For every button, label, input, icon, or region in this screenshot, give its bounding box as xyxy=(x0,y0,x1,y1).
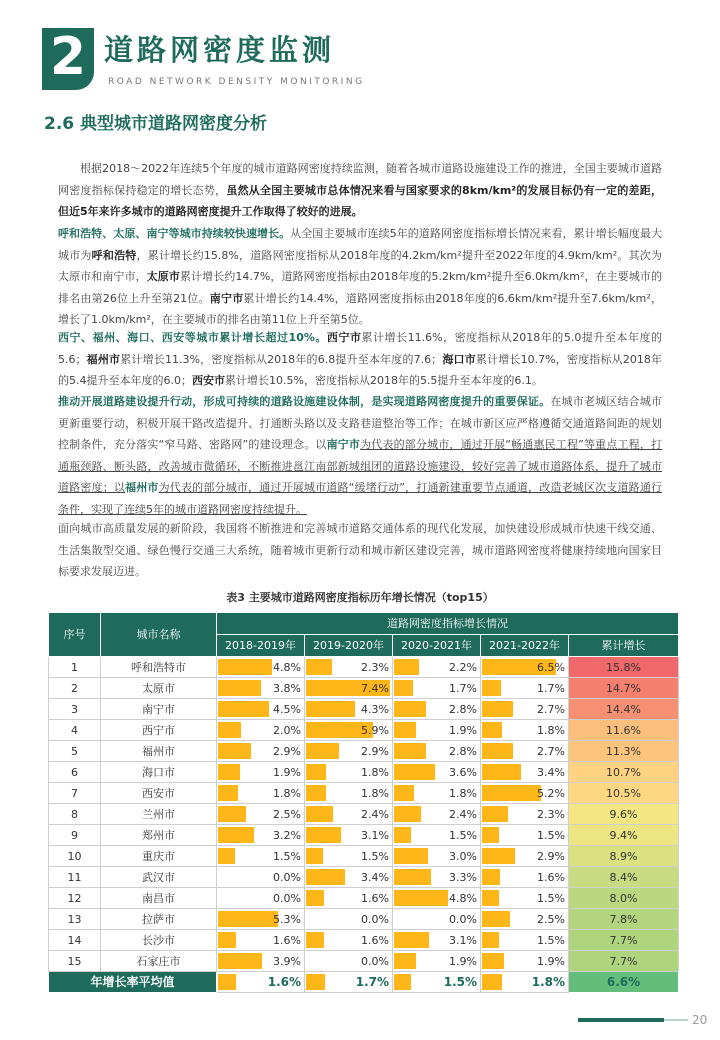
value-cell xyxy=(393,657,481,678)
data-bar xyxy=(218,722,241,738)
value-text: 1.8% xyxy=(273,786,301,800)
value-text: 3.4% xyxy=(537,765,565,779)
header-seq: 序号 xyxy=(49,613,101,657)
chapter-title: 道路网密度监测 xyxy=(104,33,336,67)
value-cell xyxy=(393,783,481,804)
value-cell xyxy=(481,930,569,951)
value-cell xyxy=(305,909,393,930)
value-cell xyxy=(481,972,569,993)
cumulative-cell: 9.4% xyxy=(569,825,679,846)
value-text: 1.7% xyxy=(537,681,565,695)
value-cell xyxy=(393,867,481,888)
seq-cell: 13 xyxy=(49,909,101,930)
paragraph-1: 根据2018～2022年连续5个年度的城市道路网密度持续监测，随着各城市道路设施建设工作的推进，全国主要城市道路网密度指标保持稳定的增长态势，虽然从全国主要城市总体情况来看与国家要求的8km/km²的发展目标仍有一定的差距，但近5年来许多城市的道路网密度提升工作取得了较好的进展。 xyxy=(58,162,663,218)
value-text: 2.7% xyxy=(537,702,565,716)
cumulative-cell: 10.5% xyxy=(569,783,679,804)
value-text: 1.7% xyxy=(449,681,477,695)
section-title: 2.6 典型城市道路网密度分析 xyxy=(44,114,268,134)
value-cell xyxy=(217,825,305,846)
value-text: 1.9% xyxy=(273,765,301,779)
cumulative-cell: 15.8% xyxy=(569,657,679,678)
value-text: 6.5% xyxy=(537,660,565,674)
header-group: 道路网密度指标增长情况 xyxy=(217,613,679,635)
table-row xyxy=(49,699,679,720)
value-cell xyxy=(217,867,305,888)
value-text: 3.9% xyxy=(273,954,301,968)
header-city: 城市名称 xyxy=(101,613,217,657)
data-bar xyxy=(218,764,240,780)
value-cell xyxy=(481,825,569,846)
data-bar xyxy=(394,743,426,759)
data-bar xyxy=(394,890,448,906)
data-bar xyxy=(482,869,500,885)
value-text: 2.5% xyxy=(273,807,301,821)
value-cell xyxy=(305,825,393,846)
value-text: 2.9% xyxy=(273,744,301,758)
data-bar xyxy=(394,659,419,675)
value-cell xyxy=(305,783,393,804)
value-text: 1.6% xyxy=(537,870,565,884)
seq-cell: 3 xyxy=(49,699,101,720)
value-text: 0.0% xyxy=(449,912,477,926)
chapter-number: 2 xyxy=(49,27,87,87)
data-bar xyxy=(394,953,416,969)
data-bar xyxy=(482,743,513,759)
city-cell: 郑州市 xyxy=(101,825,217,846)
data-bar xyxy=(394,764,435,780)
value-text: 1.6% xyxy=(361,891,389,905)
value-text: 2.7% xyxy=(537,744,565,758)
value-cell xyxy=(393,951,481,972)
city-cell: 重庆市 xyxy=(101,846,217,867)
value-text: 3.0% xyxy=(449,849,477,863)
value-cell xyxy=(217,846,305,867)
value-cell xyxy=(481,909,569,930)
value-text: 2.8% xyxy=(449,702,477,716)
value-cell xyxy=(305,678,393,699)
value-cell xyxy=(393,762,481,783)
value-text: 3.3% xyxy=(449,870,477,884)
footer-rule-light xyxy=(664,1019,688,1021)
table-row xyxy=(49,657,679,678)
value-text: 2.9% xyxy=(361,744,389,758)
data-bar xyxy=(482,974,502,990)
cumulative-cell: 14.7% xyxy=(569,678,679,699)
header-cumulative: 累计增长 xyxy=(569,635,679,657)
city-cell: 福州市 xyxy=(101,741,217,762)
value-cell xyxy=(217,783,305,804)
data-bar xyxy=(394,680,413,696)
data-bar xyxy=(218,806,246,822)
value-cell xyxy=(481,699,569,720)
value-text: 1.8% xyxy=(531,975,565,989)
value-cell xyxy=(305,762,393,783)
value-cell xyxy=(217,678,305,699)
value-cell xyxy=(481,951,569,972)
data-bar xyxy=(394,848,428,864)
table-row xyxy=(49,720,679,741)
value-text: 0.0% xyxy=(361,954,389,968)
city-cell: 西安市 xyxy=(101,783,217,804)
value-text: 1.6% xyxy=(361,933,389,947)
cumulative-cell: 8.9% xyxy=(569,846,679,867)
data-bar xyxy=(218,974,236,990)
city-cell: 拉萨市 xyxy=(101,909,217,930)
header-year-1: 2018-2019年 xyxy=(217,635,305,657)
value-text: 3.8% xyxy=(273,681,301,695)
value-cell xyxy=(481,867,569,888)
value-cell xyxy=(481,657,569,678)
data-bar xyxy=(482,932,499,948)
value-text: 1.5% xyxy=(537,828,565,842)
data-bar xyxy=(306,869,345,885)
data-bar xyxy=(218,659,272,675)
data-bar xyxy=(306,932,324,948)
value-cell xyxy=(305,951,393,972)
paragraph-2: 呼和浩特、太原、南宁等城市持续较快速增长。从全国主要城市连续5年的道路网密度指标增长情况来看，累计增长幅度最大城市为呼和浩特，累计增长约15.8%，道路网密度指标从2018年度的4.2km/km²提升至2022年度的4.9km/km²。其次为太原市和南宁市，太原市累计增长约14.7%，道路网密度指标由2018年度的5.2km/km²提升至6.0km/km²，在主要城市的排名由第26位上升至第21位。南宁市累计增长约14.4%，道路网密度指标由2018年度的6.6km/km²提升至7.6km/km²，增长了1.0km/km²，在主要城市的排名由第11位上升至第5位。 xyxy=(58,227,663,326)
value-text: 3.4% xyxy=(361,870,389,884)
table-row xyxy=(49,909,679,930)
value-cell xyxy=(217,972,305,993)
growth-table xyxy=(48,612,679,993)
page-number: 20 xyxy=(692,1013,708,1027)
value-cell xyxy=(305,804,393,825)
value-cell xyxy=(217,930,305,951)
data-bar xyxy=(218,932,236,948)
data-bar xyxy=(306,743,339,759)
value-text: 2.0% xyxy=(273,723,301,737)
cumulative-cell: 8.0% xyxy=(569,888,679,909)
seq-cell: 4 xyxy=(49,720,101,741)
value-text: 4.3% xyxy=(361,702,389,716)
data-bar xyxy=(394,806,421,822)
data-bar xyxy=(482,764,521,780)
data-bar xyxy=(482,953,504,969)
data-bar xyxy=(218,680,261,696)
data-bar xyxy=(218,911,278,927)
city-cell: 海口市 xyxy=(101,762,217,783)
seq-cell: 12 xyxy=(49,888,101,909)
value-cell xyxy=(217,699,305,720)
data-bar xyxy=(306,785,326,801)
cumulative-cell: 14.4% xyxy=(569,699,679,720)
value-text: 1.5% xyxy=(273,849,301,863)
city-cell: 太原市 xyxy=(101,678,217,699)
value-cell xyxy=(217,951,305,972)
cumulative-cell: 8.4% xyxy=(569,867,679,888)
value-cell xyxy=(305,741,393,762)
value-cell xyxy=(305,930,393,951)
data-bar xyxy=(218,785,238,801)
value-text: 1.9% xyxy=(449,723,477,737)
data-bar xyxy=(394,827,411,843)
value-cell xyxy=(393,888,481,909)
value-text: 7.4% xyxy=(361,681,389,695)
value-text: 0.0% xyxy=(361,912,389,926)
value-text: 2.4% xyxy=(449,807,477,821)
value-cell xyxy=(481,804,569,825)
data-bar xyxy=(394,785,414,801)
value-cell xyxy=(393,909,481,930)
seq-cell: 7 xyxy=(49,783,101,804)
header-year-3: 2020-2021年 xyxy=(393,635,481,657)
value-cell xyxy=(305,657,393,678)
table-row xyxy=(49,930,679,951)
value-cell xyxy=(305,720,393,741)
value-text: 3.1% xyxy=(449,933,477,947)
value-text: 2.8% xyxy=(449,744,477,758)
cumulative-cell: 7.7% xyxy=(569,951,679,972)
data-bar xyxy=(394,722,416,738)
table-row xyxy=(49,783,679,804)
value-cell xyxy=(217,720,305,741)
data-bar xyxy=(306,806,333,822)
data-bar xyxy=(482,890,499,906)
city-cell: 石家庄市 xyxy=(101,951,217,972)
cumulative-cell: 7.8% xyxy=(569,909,679,930)
paragraph-5: 面向城市高质量发展的新阶段，我国将不断推进和完善城市道路交通体系的现代化发展，加快建设形成城市快速干线交通、生活集散型交通、绿色慢行交通三大系统，随着城市更新行动和城市新区建设完善，城市道路网密度将健康持续地向国家目标要求发展迈进。 xyxy=(58,522,662,578)
seq-cell: 15 xyxy=(49,951,101,972)
value-text: 4.5% xyxy=(273,702,301,716)
data-bar xyxy=(218,743,251,759)
value-text: 3.6% xyxy=(449,765,477,779)
data-bar xyxy=(482,848,515,864)
data-bar xyxy=(218,827,254,843)
data-bar xyxy=(306,827,341,843)
data-bar xyxy=(394,869,431,885)
cumulative-cell: 9.6% xyxy=(569,804,679,825)
value-cell xyxy=(393,720,481,741)
value-cell xyxy=(217,762,305,783)
data-bar xyxy=(482,785,541,801)
value-text: 1.5% xyxy=(443,975,477,989)
value-cell xyxy=(393,846,481,867)
value-cell xyxy=(481,762,569,783)
value-text: 1.5% xyxy=(361,849,389,863)
data-bar xyxy=(482,722,502,738)
value-text: 4.8% xyxy=(449,891,477,905)
cumulative-cell: 11.3% xyxy=(569,741,679,762)
average-row xyxy=(49,972,679,993)
city-cell: 呼和浩特市 xyxy=(101,657,217,678)
value-text: 1.5% xyxy=(537,933,565,947)
value-text: 1.8% xyxy=(361,765,389,779)
value-cell xyxy=(481,783,569,804)
value-cell xyxy=(393,972,481,993)
data-bar xyxy=(482,701,513,717)
seq-cell: 9 xyxy=(49,825,101,846)
value-text: 2.9% xyxy=(537,849,565,863)
value-text: 0.0% xyxy=(273,891,301,905)
value-text: 1.8% xyxy=(537,723,565,737)
seq-cell: 5 xyxy=(49,741,101,762)
table-row xyxy=(49,804,679,825)
value-text: 1.5% xyxy=(537,891,565,905)
value-cell xyxy=(393,741,481,762)
value-text: 2.3% xyxy=(361,660,389,674)
table-row xyxy=(49,741,679,762)
value-cell xyxy=(481,741,569,762)
data-bar xyxy=(306,848,323,864)
paragraph-4: 推动开展道路建设提升行动，形成可持续的道路设施建设体制，是实现道路网密度提升的重要保证。在城市老城区结合城市更新重要行动，积极开展干路改造提升、打通断头路以及支路巷道整治等工作；在城市新区应严格遵循交通道路间距的规划控制条件，充分落实“窄马路、密路网”的建设理念。以南宁市为代表的部分城市，通过开展“畅通惠民工程”等重点工程，打通瓶颈路、断头路，改善城市微循环，不断推进邕江南部新城组团的道路设施建设，较好完善了城市道路体系，提升了城市道路密度；以福州市为代表的部分城市，通过开展城市道路“缓堵行动”，打通新建重要节点通道，改造老城区次支道路通行条件，实现了连续5年的城市道路网密度持续提升。 xyxy=(58,395,663,516)
value-text: 0.0% xyxy=(273,870,301,884)
value-text: 2.3% xyxy=(537,807,565,821)
data-bar xyxy=(482,680,501,696)
cumulative-cell: 11.6% xyxy=(569,720,679,741)
seq-cell: 10 xyxy=(49,846,101,867)
value-text: 1.6% xyxy=(273,933,301,947)
data-bar xyxy=(306,659,332,675)
data-bar xyxy=(306,974,325,990)
value-cell xyxy=(217,888,305,909)
value-text: 1.8% xyxy=(449,786,477,800)
seq-cell: 1 xyxy=(49,657,101,678)
value-text: 2.4% xyxy=(361,807,389,821)
data-bar xyxy=(218,953,262,969)
data-bar xyxy=(482,806,508,822)
cumulative-cell: 7.7% xyxy=(569,930,679,951)
city-cell: 武汉市 xyxy=(101,867,217,888)
table-row xyxy=(49,951,679,972)
value-cell xyxy=(305,846,393,867)
seq-cell: 6 xyxy=(49,762,101,783)
value-text: 2.2% xyxy=(449,660,477,674)
city-cell: 西宁市 xyxy=(101,720,217,741)
seq-cell: 2 xyxy=(49,678,101,699)
table-row xyxy=(49,888,679,909)
paragraph-3: 西宁、福州、海口、西安等城市累计增长超过10%。西宁市累计增长11.6%，密度指标从2018年的5.0提升至本年度的5.6；福州市累计增长11.3%，密度指标从2018年的6.8提升至本年度的7.6；海口市累计增长10.7%，密度指标从2018年的5.4提升至本年度的6.0；西安市累计增长10.5%，密度指标从2018年的5.5提升至本年度的6.1。 xyxy=(58,331,663,387)
data-bar xyxy=(218,701,269,717)
data-bar xyxy=(482,911,510,927)
footer-rule xyxy=(578,1018,664,1022)
value-cell xyxy=(217,909,305,930)
value-cell xyxy=(481,846,569,867)
value-text: 1.9% xyxy=(449,954,477,968)
seq-cell: 8 xyxy=(49,804,101,825)
value-text: 3.1% xyxy=(361,828,389,842)
value-cell xyxy=(305,867,393,888)
city-cell: 兰州市 xyxy=(101,804,217,825)
data-bar xyxy=(306,890,324,906)
table-row xyxy=(49,678,679,699)
value-cell xyxy=(305,699,393,720)
table-row xyxy=(49,867,679,888)
data-bar xyxy=(482,827,499,843)
chapter-badge xyxy=(42,28,94,90)
value-cell xyxy=(481,888,569,909)
seq-cell: 14 xyxy=(49,930,101,951)
value-text: 1.8% xyxy=(361,786,389,800)
value-cell xyxy=(305,888,393,909)
data-bar xyxy=(306,764,326,780)
value-cell xyxy=(481,678,569,699)
value-text: 4.8% xyxy=(273,660,301,674)
value-text: 1.9% xyxy=(537,954,565,968)
value-text: 5.9% xyxy=(361,723,389,737)
table-row xyxy=(49,825,679,846)
data-bar xyxy=(394,701,426,717)
chapter-subtitle: ROAD NETWORK DENSITY MONITORING xyxy=(108,77,365,87)
value-text: 3.2% xyxy=(273,828,301,842)
table-body xyxy=(49,657,679,993)
data-bar xyxy=(218,848,235,864)
header-year-4: 2021-2022年 xyxy=(481,635,569,657)
data-bar xyxy=(394,974,411,990)
value-text: 5.2% xyxy=(537,786,565,800)
header-year-2: 2019-2020年 xyxy=(305,635,393,657)
city-cell: 南宁市 xyxy=(101,699,217,720)
seq-cell: 11 xyxy=(49,867,101,888)
value-cell xyxy=(217,657,305,678)
table-row xyxy=(49,846,679,867)
city-cell: 长沙市 xyxy=(101,930,217,951)
value-text: 1.5% xyxy=(449,828,477,842)
average-cumulative: 6.6% xyxy=(569,972,679,993)
value-cell xyxy=(217,741,305,762)
value-cell xyxy=(217,804,305,825)
value-text: 1.7% xyxy=(355,975,389,989)
value-cell xyxy=(305,972,393,993)
value-cell xyxy=(393,678,481,699)
value-text: 2.5% xyxy=(537,912,565,926)
value-cell xyxy=(393,804,481,825)
value-cell xyxy=(481,720,569,741)
city-cell: 南昌市 xyxy=(101,888,217,909)
value-text: 5.3% xyxy=(273,912,301,926)
average-label: 年增长率平均值 xyxy=(49,972,217,993)
table-caption: 表3 主要城市道路网密度指标历年增长情况（top15） xyxy=(226,591,494,604)
data-bar xyxy=(394,932,429,948)
value-cell xyxy=(393,699,481,720)
value-text: 1.6% xyxy=(267,975,301,989)
value-cell xyxy=(393,930,481,951)
value-cell xyxy=(393,825,481,846)
table-row xyxy=(49,762,679,783)
cumulative-cell: 10.7% xyxy=(569,762,679,783)
data-bar xyxy=(306,701,355,717)
